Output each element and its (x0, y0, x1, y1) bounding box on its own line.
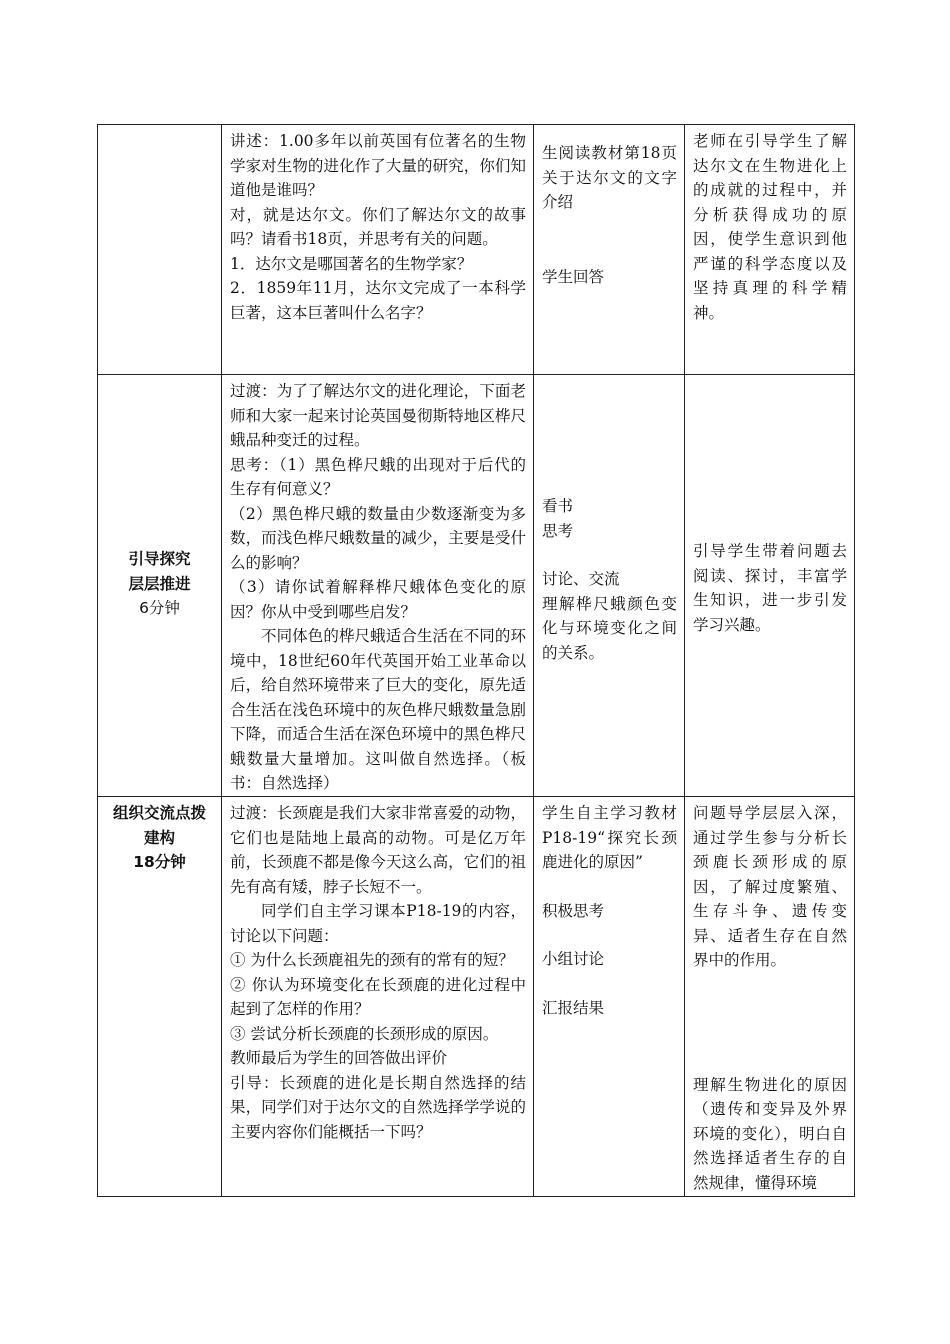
teacher-text: 引导：长颈鹿的进化是长期自然选择的结果，同学们对于达尔文的自然选择学学说的主要内容你们能概括一下吗？ (230, 1073, 526, 1141)
intent-text: 理解生物进化的原因（遗传和变异及外界环境的变化），明白自然选择适者生存的自然规律，懂得环境 (693, 1075, 847, 1192)
stage-duration: 18分钟 (133, 853, 186, 871)
teacher-text: 对，就是达尔文。你们了解达尔文的故事吗？请看书18页，并思考有关的问题。 (230, 205, 526, 248)
student-text: 讨论、交流 (542, 570, 620, 588)
teacher-text: （3）请你试着解释桦尺蛾体色变化的原因？你从中受到哪些启发？ (230, 578, 526, 621)
student-text: 生阅读教材第18页关于达尔文的文字介绍 (542, 144, 677, 211)
intent-text: 引导学生带着问题去阅读、探讨，丰富学生知识，进一步引发学习兴趣。 (693, 542, 847, 634)
teacher-activity-cell (222, 125, 534, 375)
student-activity-cell (534, 125, 685, 375)
teacher-text: 教师最后为学生的回答做出评价 (230, 1049, 448, 1067)
stage-cell (98, 797, 222, 1197)
student-text: 积极思考 (542, 901, 605, 920)
student-activity-cell (534, 375, 685, 797)
teacher-text: （2）黑色桦尺蛾的数量由少数逐渐变为多数，而浅色桦尺蛾数量的减少，主要是受什么的影响？ (230, 504, 526, 572)
teacher-text: 同学们自主学习课本P18-19的内容，讨论以下问题： (230, 902, 526, 945)
stage-subtitle: 层层推进 (128, 574, 191, 593)
design-intent-cell (685, 125, 855, 375)
design-intent-cell (685, 797, 855, 1197)
stage-title: 引导探究 (128, 550, 191, 568)
table-row (98, 125, 855, 375)
teacher-text: ① 为什么长颈鹿祖先的颈有的常有的短？ (230, 951, 514, 969)
student-text: 思考 (542, 521, 574, 540)
student-text: 看书 (542, 497, 574, 515)
teacher-text: 1．达尔文是哪国著名的生物学家？ (230, 254, 473, 273)
teacher-text: 过渡：为了了解达尔文的进化理论，下面老师和大家一起来讨论英国曼彻斯特地区桦尺蛾品种变迁的过程。 (230, 382, 526, 449)
teacher-text: 思考：（1）黑色桦尺蛾的出现对于后代的生存有何意义？ (230, 455, 526, 498)
student-text: 学生自主学习教材P18-19“探究长颈鹿进化的原因” (542, 804, 677, 871)
lesson-plan-table (97, 124, 855, 1197)
design-intent-cell (685, 375, 855, 797)
stage-duration: 6分钟 (139, 599, 180, 617)
teacher-text: 讲述：1.00多年以前英国有位著名的生物学家对生物的进化作了大量的研究，你们知道他是谁吗？ (230, 132, 526, 199)
student-activity-cell (534, 797, 685, 1197)
teacher-text: 过渡：长颈鹿是我们大家非常喜爱的动物，它们也是陆地上最高的动物。可是亿万年前，长颈鹿不都是像今天这么高，它们的祖先有高有矮，脖子长短不一。 (230, 804, 526, 896)
teacher-text: ③ 尝试分析长颈鹿的长颈形成的原因。 (230, 1024, 499, 1043)
intent-text: 老师在引导学生了解达尔文在生物进化上的成就的过程中，并分析获得成功的原因，使学生意识到他严谨的科学态度以及坚持真理的科学精神。 (693, 132, 847, 322)
stage-cell (98, 125, 222, 375)
table-row (98, 375, 855, 797)
student-text: 理解桦尺蛾颜色变化与环境变化之间的关系。 (542, 594, 677, 662)
stage-subtitle: 建构 (143, 828, 175, 847)
student-text: 汇报结果 (542, 998, 605, 1017)
stage-title: 组织交流点拨 (112, 804, 206, 822)
intent-text: 问题导学层层入深，通过学生参与分析长颈鹿长颈形成的原因，了解过度繁殖、生存斗争、遗传变异、适者生存在自然界中的作用。 (693, 804, 847, 969)
student-text: 学生回答 (542, 267, 605, 286)
teacher-text: 不同体色的桦尺蛾适合生活在不同的环境中，18世纪60年代英国开始工业革命以后，给自然环境带来了巨大的变化，原先适合生活在浅色环境中的灰色桦尺蛾数量急剧下降，而适合生活在深色环境中的黑色桦尺蛾数量大量增加。这叫做自然选择。（板书：自然选择） (230, 627, 526, 792)
teacher-text: 2．1859年11月，达尔文完成了一本科学巨著，这本巨著叫什么名字？ (230, 279, 526, 322)
teacher-text: ② 你认为环境变化在长颈鹿的进化过程中起到了怎样的作用？ (230, 975, 526, 1018)
stage-cell (98, 375, 222, 797)
table-row (98, 797, 855, 1197)
teacher-activity-cell (222, 375, 534, 797)
teacher-activity-cell (222, 797, 534, 1197)
student-text: 小组讨论 (542, 950, 605, 968)
